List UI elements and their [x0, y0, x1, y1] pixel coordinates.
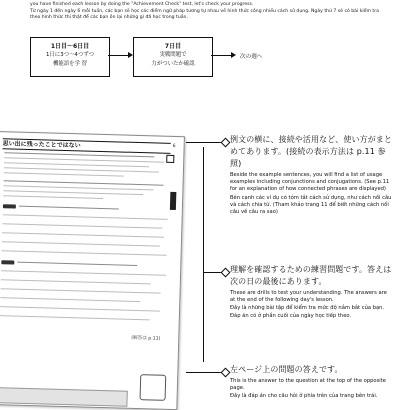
intro-vietnamese: Từ ngày 1 đến ngày 6 mỗi tuần, các bạn sẽ học các điểm ngữ pháp tương tự nhau về hình thức công nhiều cách sử dụng. Ngày thứ 7 sẽ có bài kiểm tra theo hình thức thi thật để các bạn ôn lại những gì đã học trong tuần. [30, 9, 379, 20]
example-line [3, 195, 103, 199]
note-1-diamond-icon [221, 138, 231, 148]
note-2-english: These are drills to test your understanding. The answers are at the end of the following day's lesson. [230, 290, 387, 304]
drill-item-line [1, 270, 166, 276]
flow-arrow-2-head [231, 52, 236, 58]
mascot-image [140, 374, 167, 401]
flow-box-day-7-title: 7日目 [164, 43, 182, 50]
bracket-rule [203, 147, 204, 362]
note-1-japanese: 例文の横に、接続や活用など、使い方がまとめてあります。(接続の表示方法は p.11 参照) [230, 135, 392, 168]
drill-instruction-line [19, 206, 119, 210]
flow-box-days-1-6 [30, 37, 110, 77]
answer-box [0, 387, 128, 407]
note-1-vietnamese: Bên cạnh các ví dụ có tóm tắt cách sử dụng, như cách nối câu và cách chia từ. (Tham khảo trang 11 để biết những cách nối câu về câu ra sao) [230, 194, 392, 216]
drill-item-line [0, 315, 150, 321]
note-1-leader [186, 142, 224, 143]
flow-box-day-7-line1: 実戦問題で [159, 52, 187, 58]
note-answer [230, 364, 392, 401]
drill-item-line [2, 241, 160, 247]
sample-page [0, 131, 185, 410]
note-2-diamond-icon [221, 268, 231, 278]
drill-item-line [2, 250, 167, 256]
note-practice-drills [230, 264, 392, 320]
note-3-leader [186, 372, 224, 373]
example-line [4, 172, 124, 177]
flow-arrow-2-line [211, 55, 233, 56]
note-1-english: Beside the example sentences, you will find a list of usage examples including conjunctions and conjugations. (See p.11 for an explanation of how connected phrases are displayed) [230, 172, 390, 193]
drill-label-tag [1, 260, 14, 264]
sample-page-corner-number: 6 [172, 143, 176, 150]
drill-item-line [0, 297, 140, 302]
example-line [3, 190, 143, 195]
note-3-vietnamese: Đây là đáp án cho câu hỏi ở phía trên của trang bên trái. [230, 393, 378, 400]
note-3-japanese: 左ページ上の問題の答えです。 [230, 365, 343, 374]
note-3-diamond-icon [221, 368, 231, 378]
drill-item-line [1, 288, 161, 294]
flow-box-days-1-6-line2: 機能語を学 習 [52, 61, 88, 67]
note-2-japanese: 理解を確認するための練習問題です。答えは次の日の最後にあります。 [230, 265, 392, 286]
intro-english: you have finished each lesson by doing the "Achievement Check" test, let's check your progress. [30, 2, 254, 7]
flow-arrow-1-line [108, 55, 130, 56]
drill-item-line [2, 223, 162, 229]
note-2-vietnamese: Đây là những bài tập để kiểm tra mức độ nắm bắt của bạn. Đáp án có ở phần cuối của ngày học tiếp theo. [230, 305, 385, 319]
drill-item-line [3, 214, 168, 220]
next-week-label: 次の週へ [240, 54, 263, 60]
drill-item-line [1, 279, 151, 285]
sample-page-title: 思い出に残ったことではない [2, 138, 170, 154]
drill-item-line [2, 232, 164, 238]
note-3-english: This is the answer to the question at the top of the opposite page. [230, 378, 386, 392]
drill-item-line [0, 306, 160, 312]
flow-box-day-7-line2: 力がついたか確認 [151, 61, 195, 67]
flow-box-days-1-6-line1: 1日に3つ〜4つずつ [45, 52, 95, 58]
drill-label-tag [3, 204, 16, 208]
sample-page-side-tab [170, 192, 177, 210]
note-usage-summary [230, 134, 392, 216]
flow-box-days-1-6-title: 1日目〜6日目 [50, 43, 90, 50]
sample-page-box-icon [166, 155, 174, 163]
drill-instruction-line [17, 262, 137, 267]
flow-box-day-7 [133, 37, 213, 77]
sample-page-answer-ref: (解答は p.11) [131, 335, 161, 342]
